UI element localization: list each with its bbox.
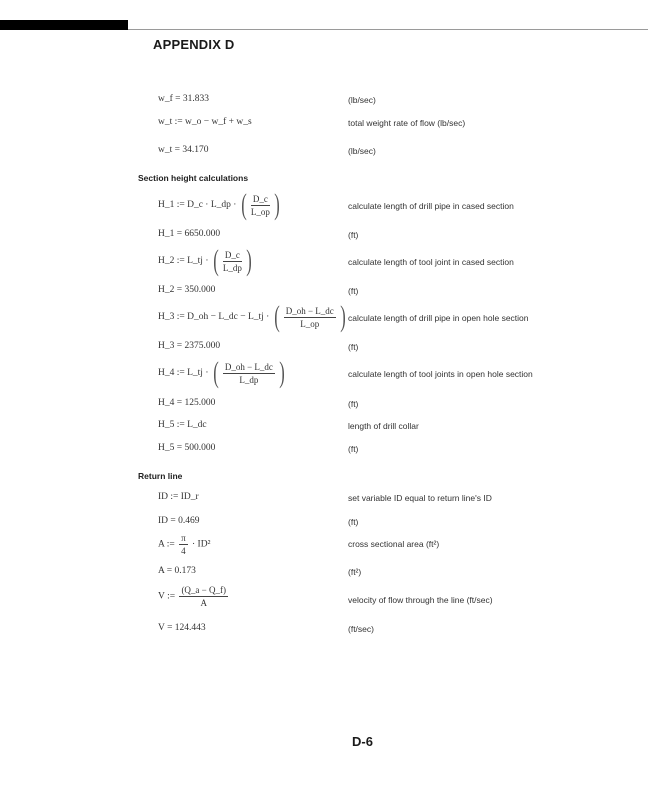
- description-id: set variable ID equal to return line's ID: [348, 493, 492, 503]
- page-title: APPENDIX D: [153, 37, 235, 52]
- h3-lhs: H_3 := D_oh − L_dc − L_tj ·: [158, 312, 270, 323]
- description-h3: calculate length of drill pipe in open hole section: [348, 313, 529, 323]
- equation-wt-value: w_t = 34.170: [158, 145, 209, 155]
- equation-h4-definition: H_4 := L_tj · ( $\frac{D\_oh - L\_dc}{L\_dp}$ ): [158, 356, 285, 389]
- header-bar: [0, 20, 128, 30]
- description-h5: length of drill collar: [348, 421, 419, 431]
- units-h2: (ft): [348, 286, 359, 296]
- section-heading-return-line: Return line: [138, 471, 183, 481]
- equation-wf-value: w_f = 31.833: [158, 94, 210, 104]
- equation-h3-value: H_3 = 2375.000: [158, 341, 221, 351]
- equation-id-definition: ID := ID_r: [158, 492, 199, 502]
- equation-wt-definition: w_t := w_o − w_f + w_s: [158, 117, 252, 127]
- equation-h2-definition: H_2 := L_tj · ( $\frac{D\_c}{L\_dp}$ ): [158, 244, 252, 277]
- equation-velocity-definition: [158, 585, 230, 608]
- equation-area-definition: [158, 533, 210, 556]
- equation-h4-value: H_4 = 125.000: [158, 398, 216, 408]
- units-h3: (ft): [348, 342, 359, 352]
- section-heading-height: Section height calculations: [138, 173, 249, 183]
- units-h4: (ft): [348, 399, 359, 409]
- h2-fraction: $\frac{D\_c}{L\_dp}$: [222, 249, 242, 273]
- units-wf: (lb/sec): [348, 95, 376, 105]
- units-h1: (ft): [348, 230, 359, 240]
- page-number: D-6: [352, 734, 373, 749]
- header-rule: [128, 29, 648, 30]
- h2-lhs: H_2 := L_tj ·: [158, 256, 209, 267]
- h1-fraction: $\frac{D\_c}{L\_op}$: [250, 193, 270, 217]
- description-velocity: velocity of flow through the line (ft/sec): [348, 595, 493, 605]
- h4-fraction: $\frac{D\_oh - L\_dc}{L\_dp}$: [224, 361, 273, 385]
- equation-id-value: ID = 0.469: [158, 516, 200, 526]
- h4-lhs: H_4 := L_tj ·: [158, 368, 209, 379]
- description-wt: total weight rate of flow (lb/sec): [348, 118, 466, 128]
- description-area: cross sectional area (ft²): [348, 539, 440, 549]
- units-area: (ft²): [348, 567, 362, 577]
- velocity-fraction: $\frac{(Q\_a - Q\_f)}{A}$: [181, 585, 226, 608]
- velocity-lhs: V :=: [158, 591, 176, 602]
- units-velocity: (ft/sec): [348, 624, 374, 634]
- h3-fraction: $\frac{D\_oh - L\_dc}{L\_op}$: [285, 305, 334, 329]
- units-id: (ft): [348, 517, 359, 527]
- units-wt: (lb/sec): [348, 146, 376, 156]
- area-fraction: $\frac{\pi}{4}$: [181, 533, 186, 556]
- equation-h5-value: H_5 = 500.000: [158, 443, 216, 453]
- area-tail: · ID²: [192, 539, 211, 550]
- equation-velocity-value: V = 124.443: [158, 623, 206, 633]
- equation-h5-definition: H_5 := L_dc: [158, 420, 207, 430]
- description-h1: calculate length of drill pipe in cased section: [348, 201, 514, 211]
- description-h2: calculate length of tool joint in cased section: [348, 257, 514, 267]
- h1-lhs: H_1 := D_c · L_dp ·: [158, 200, 237, 211]
- description-h4: calculate length of tool joints in open hole section: [348, 369, 533, 379]
- area-lhs: A :=: [158, 539, 175, 550]
- units-h5: (ft): [348, 444, 359, 454]
- equation-h1-definition: H_1 := D_c · L_dp · ( $\frac{D\_c}{L\_op}$ ): [158, 188, 280, 221]
- equation-h1-value: H_1 = 6650.000: [158, 229, 221, 239]
- equation-area-value: A = 0.173: [158, 566, 196, 576]
- equation-h2-value: H_2 = 350.000: [158, 285, 216, 295]
- equation-h3-definition: H_3 := D_oh − L_dc − L_tj · ( $\frac{D\_oh - L\_dc}{L\_op}$ ): [158, 300, 346, 333]
